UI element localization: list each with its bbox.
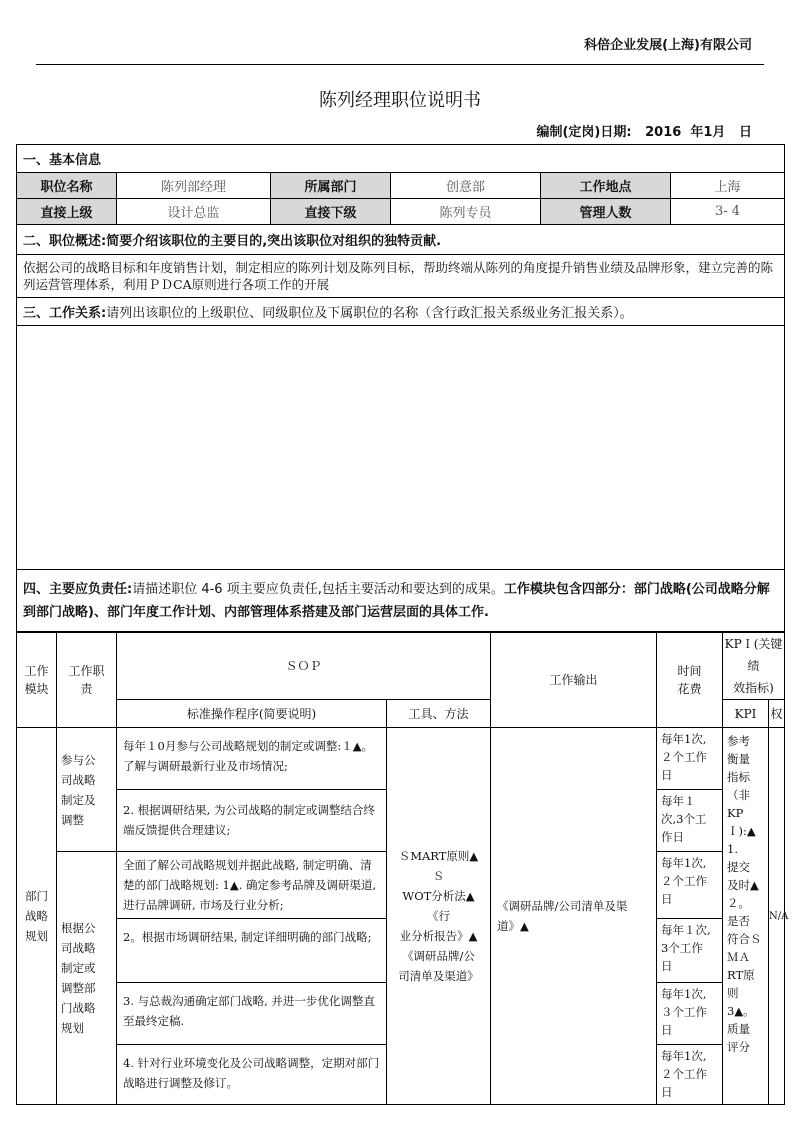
section3-heading-text: 请列出该职位的上级职位、同级职位及下属职位的名称（含行政汇报关系级业务汇报关系）。	[106, 306, 633, 321]
header-kpi: KPI	[723, 700, 769, 728]
label-department: 所属部门	[271, 173, 391, 199]
value-location: 上海	[671, 173, 785, 199]
work-output: 《调研品牌/公司清单及渠 道》▲	[491, 728, 657, 1105]
time-2-4: 每年1次, ２个工作 日	[657, 1045, 723, 1105]
step-2-4: 4. 针对行业环境变化及公司战略调整，定期对部门战略进行调整及修订。	[117, 1045, 387, 1105]
section2-heading: 二、职位概述:简要介绍该职位的主要目的,突出该职位对组织的独特贡献.	[17, 225, 785, 255]
step-2-1: 全面了解公司战略规划并据此战略, 制定明确、清楚的部门战略规划: 1▲. 确定参考品牌及调研渠道, 进行品牌调研, 市场及行业分析;	[117, 852, 387, 919]
header-weight: 权	[769, 700, 785, 728]
date-value: 2016 年1月 日	[645, 125, 752, 140]
step-2-2: 2。根据市场调研结果, 制定详细明确的部门战略;	[117, 919, 387, 983]
header-sop-procedure: 标准操作程序(简要说明)	[117, 700, 387, 728]
header-module: 工作 模块	[17, 633, 57, 728]
time-2-3: 每年1次, ３个工作 日	[657, 983, 723, 1045]
document-title: 陈列经理职位说明书	[319, 90, 481, 111]
basic-info-table	[16, 144, 785, 632]
section3-heading-bold: 三、工作关系:	[23, 306, 107, 321]
time-1-1: 每年1次, ２个工作 日	[657, 728, 723, 790]
label-direct-subordinate: 直接下级	[271, 199, 391, 225]
step-1-1: 每年１0月参与公司战略规划的制定或调整:１▲。了解与调研最新行业及市场情况;	[117, 728, 387, 790]
header-divider	[36, 64, 764, 65]
value-direct-subordinate: 陈列专员	[391, 199, 541, 225]
section3-heading	[17, 298, 785, 326]
header-kpi-group: KPＩ(关键绩 效指标)	[723, 633, 785, 700]
work-relationship-area	[17, 326, 785, 570]
duty-dept-strategy: 根据公 司战略 制定或 调整部 门战略 规划	[57, 852, 117, 1105]
duty-participate-strategy: 参与公 司战略 制定及 调整	[57, 728, 117, 852]
sop-tools: ＳMART原则▲Ｓ WOT分析法▲《行 业分析报告》▲ 《调研品牌/公 司清单及渠道》	[387, 728, 491, 1105]
header-sop: ＳＯＰ	[117, 633, 491, 700]
section1-heading: 一、基本信息	[17, 145, 785, 173]
date-line	[536, 121, 752, 140]
label-headcount: 管理人数	[541, 199, 671, 225]
value-headcount: 3- 4	[671, 199, 785, 225]
company-name: 科倍企业发展(上海)有限公司	[584, 38, 752, 53]
section2-body: 依据公司的战略目标和年度销售计划，制定相应的陈列计划及陈列目标，帮助终端从陈列的角度提升销售业绩及品牌形象，建立完善的陈列运营管理体系，利用ＰＤCA原则进行各项工作的开展	[17, 255, 785, 298]
value-position-name: 陈列部经理	[117, 173, 271, 199]
module-dept-strategy: 部门 战略 规划	[17, 728, 57, 1105]
section4-heading	[17, 570, 785, 632]
section4-heading-bold2: 工作模块包含四部分：部门战略(公司战略分解到部门战略)、部门年度工作计划、内部管理体系搭建及部门运营层面的具体工作.	[23, 581, 770, 620]
value-department: 创意部	[391, 173, 541, 199]
section4-heading-text: 请描述职位 4-6 项主要应负责任,包括主要活动和要达到的成果。	[132, 581, 504, 597]
time-1-2: 每年１ 次,3个工 作日	[657, 790, 723, 852]
header-sop-tools: 工具、方法	[387, 700, 491, 728]
header-output: 工作输出	[491, 633, 657, 728]
step-1-2: 2. 根据调研结果, 为公司战略的制定或调整结合终端反馈提供合理建议;	[117, 790, 387, 852]
value-direct-superior: 设计总监	[117, 199, 271, 225]
section4-heading-bold: 四、主要应负责任:	[23, 581, 133, 597]
time-2-2: 每年１次, 3个工作 日	[657, 919, 723, 983]
time-2-1: 每年1次, ２个工作 日	[657, 852, 723, 919]
kpi-weight: N/A	[769, 728, 785, 1105]
step-2-3: 3. 与总裁沟通确定部门战略, 并进一步优化调整直至最终定稿.	[117, 983, 387, 1045]
label-location: 工作地点	[541, 173, 671, 199]
label-direct-superior: 直接上级	[17, 199, 117, 225]
responsibility-table	[16, 632, 789, 1105]
label-position-name: 职位名称	[17, 173, 117, 199]
header-duty: 工作职 责	[57, 633, 117, 728]
date-label: 编制(定岗)日期:	[536, 125, 632, 140]
header-time: 时间 花费	[657, 633, 723, 728]
kpi-criteria: 参考 衡量 指标 （非 KP Ｉ):▲ 1. 提交 及时▲ ２。 是否 符合Ｓ ＭＡ RT原 则3▲。 质量 评分	[723, 728, 769, 1105]
